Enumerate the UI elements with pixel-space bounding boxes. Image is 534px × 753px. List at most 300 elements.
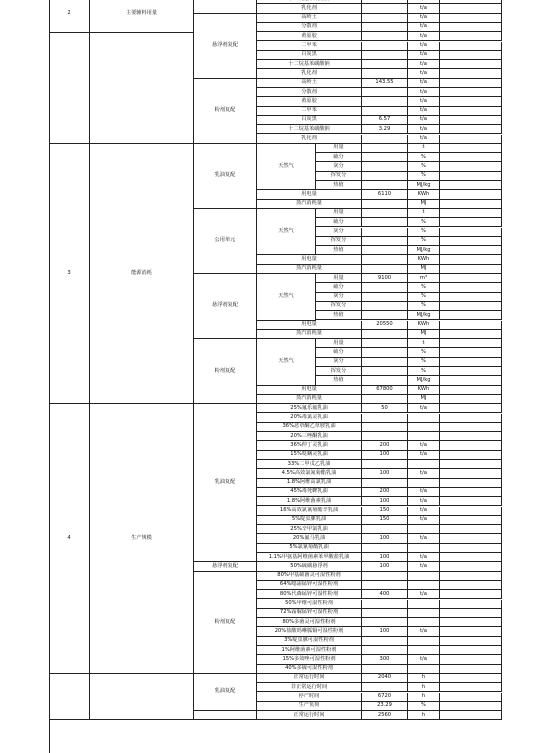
row-item-unit: t/a	[408, 32, 440, 41]
row-item-value	[362, 4, 408, 13]
row-item-name: 用电量	[257, 255, 362, 264]
row-remark	[440, 618, 502, 627]
row-item-value	[362, 600, 408, 609]
row-item-unit	[408, 618, 440, 627]
row-item-value: 2560	[362, 711, 408, 720]
row-item-unit: %	[408, 702, 440, 711]
row-item-unit: t/a	[408, 107, 440, 116]
gas-parameter-unit: %	[408, 367, 440, 376]
row-item-name: 40%多硫可湿性粉剂	[257, 665, 362, 674]
row-remark	[440, 572, 502, 581]
row-remark	[440, 60, 502, 69]
row-item-unit: t/a	[408, 97, 440, 106]
group-label-blank	[194, 0, 257, 14]
row-item-name: 乳化剂	[257, 4, 362, 13]
row-remark	[440, 674, 502, 683]
row-remark	[440, 79, 502, 88]
row-item-value: 300	[362, 655, 408, 664]
row-item-name: 1.8%阿维菌素乳油	[257, 497, 362, 506]
row-item-value: 100	[362, 553, 408, 562]
gas-parameter-unit: MJ/kg	[408, 246, 440, 255]
gas-parameter-unit: t	[408, 144, 440, 153]
row-item-unit	[408, 479, 440, 488]
row-item-value	[362, 265, 408, 274]
group-label: 悬浮剂复配	[194, 14, 257, 79]
row-item-name: 蒸汽消耗量	[257, 265, 362, 274]
row-item-unit: t/a	[408, 534, 440, 543]
row-remark	[440, 600, 502, 609]
row-remark	[440, 339, 502, 348]
gas-parameter-value: 9100	[362, 274, 408, 283]
row-item-unit	[408, 414, 440, 423]
gas-parameter-name: 挥发分	[316, 302, 362, 311]
row-remark	[440, 432, 502, 441]
row-remark	[440, 441, 502, 450]
row-item-unit: t/a	[408, 4, 440, 13]
row-item-name: 5%氯氰菊酯乳油	[257, 544, 362, 553]
row-remark	[440, 479, 502, 488]
row-item-name: 25%辛甲氯乳油	[257, 525, 362, 534]
gas-parameter-name: 热值	[316, 246, 362, 255]
row-remark	[440, 460, 502, 469]
row-item-value	[362, 423, 408, 432]
row-remark	[440, 4, 502, 13]
gas-parameter-name: 挥发分	[316, 237, 362, 246]
row-item-unit	[408, 646, 440, 655]
gas-parameter-name: 用量	[316, 209, 362, 218]
gas-parameter-unit: %	[408, 283, 440, 292]
row-remark	[440, 321, 502, 330]
row-remark	[440, 51, 502, 60]
row-item-name: 黄原胶	[257, 32, 362, 41]
row-item-value: 100	[362, 469, 408, 478]
row-item-value	[362, 609, 408, 618]
row-item-unit	[408, 609, 440, 618]
row-remark	[440, 553, 502, 562]
row-item-name: 15%多效唑可湿性粉剂	[257, 655, 362, 664]
row-item-unit: t/a	[408, 14, 440, 23]
row-item-name: 80%甲基硫菌灵可湿性粉剂	[257, 572, 362, 581]
row-remark	[440, 125, 502, 134]
row-item-name: 20%氟马乳油	[257, 534, 362, 543]
natural-gas-label: 天然气	[257, 274, 316, 321]
gas-parameter-unit: t	[408, 339, 440, 348]
natural-gas-label: 天然气	[257, 144, 316, 191]
row-item-unit: t/a	[408, 553, 440, 562]
row-item-value	[362, 200, 408, 209]
row-item-name: 1.1%甲氨基阿维菌素苯甲酸盐乳油	[257, 553, 362, 562]
row-remark	[440, 469, 502, 478]
row-item-value: 100	[362, 562, 408, 571]
row-remark	[440, 255, 502, 264]
row-item-unit: t/a	[408, 60, 440, 69]
row-item-unit: t/a	[408, 590, 440, 599]
row-item-unit: MJ	[408, 330, 440, 339]
operation-group-label	[194, 711, 257, 720]
gas-parameter-unit: %	[408, 293, 440, 302]
row-remark	[440, 711, 502, 720]
row-item-value: 6110	[362, 190, 408, 199]
row-item-name: 二甲苯	[257, 42, 362, 51]
row-item-unit: MJ	[408, 265, 440, 274]
row-item-value	[362, 60, 408, 69]
row-remark	[440, 302, 502, 311]
row-item-value	[362, 255, 408, 264]
row-remark	[440, 265, 502, 274]
row-item-name: 80%多菌灵可湿性粉剂	[257, 618, 362, 627]
row-remark	[440, 23, 502, 32]
row-item-unit	[408, 665, 440, 674]
row-item-name: 用电量	[257, 190, 362, 199]
row-item-value	[362, 618, 408, 627]
row-item-value: 100	[362, 534, 408, 543]
row-item-unit: t/a	[408, 497, 440, 506]
row-item-unit: h	[408, 693, 440, 702]
row-item-name: 20%盐酸吗啉胍铜可湿性粉剂	[257, 627, 362, 636]
row-item-value	[362, 23, 408, 32]
gas-parameter-name: 硫分	[316, 218, 362, 227]
row-item-name: 高岭土	[257, 79, 362, 88]
row-item-name: 用电量	[257, 321, 362, 330]
energy-group-label: 公用单元	[194, 209, 257, 274]
row-remark	[440, 283, 502, 292]
gas-parameter-value	[362, 358, 408, 367]
gas-parameter-name: 用量	[316, 274, 362, 283]
row-item-unit: t/a	[408, 125, 440, 134]
row-item-unit	[408, 525, 440, 534]
row-remark	[440, 386, 502, 395]
row-item-name: 33%二甲戊乙乳油	[257, 460, 362, 469]
row-item-unit	[408, 460, 440, 469]
row-remark	[440, 246, 502, 255]
row-item-value	[362, 460, 408, 469]
row-item-unit: t/a	[408, 42, 440, 51]
row-item-unit: t/a	[408, 516, 440, 525]
gas-parameter-value	[362, 367, 408, 376]
row-item-value	[362, 525, 408, 534]
gas-parameter-name: 用量	[316, 144, 362, 153]
product-group-label: 悬浮剂复配	[194, 562, 257, 571]
row-item-value	[362, 581, 408, 590]
row-item-name: 72%霜脲锰锌可湿性粉剂	[257, 609, 362, 618]
row-remark	[440, 97, 502, 106]
row-remark	[440, 293, 502, 302]
natural-gas-label: 天然气	[257, 209, 316, 256]
row-item-name: 乳化剂	[257, 69, 362, 78]
row-item-value: 3.29	[362, 125, 408, 134]
row-remark	[440, 497, 502, 506]
row-item-value: 100	[362, 451, 408, 460]
row-item-value	[362, 51, 408, 60]
row-remark	[440, 218, 502, 227]
energy-group-label: 悬浮剂复配	[194, 274, 257, 339]
row-remark	[440, 228, 502, 237]
row-remark	[440, 358, 502, 367]
row-item-value: 50	[362, 404, 408, 413]
gas-parameter-value	[362, 348, 408, 357]
row-item-name: 16%高效氯氰菊酯辛乳油	[257, 507, 362, 516]
gas-parameter-unit: %	[408, 348, 440, 357]
row-item-unit	[408, 637, 440, 646]
energy-group-label: 乳油复配	[194, 144, 257, 209]
row-remark	[440, 702, 502, 711]
row-remark	[440, 609, 502, 618]
row-item-unit	[408, 581, 440, 590]
row-remark	[440, 200, 502, 209]
row-remark	[440, 376, 502, 385]
row-remark	[440, 507, 502, 516]
row-item-name: 分散剂	[257, 23, 362, 32]
row-item-value: 23.29	[362, 702, 408, 711]
row-remark	[440, 525, 502, 534]
gas-parameter-name: 热值	[316, 181, 362, 190]
row-item-unit: t/a	[408, 507, 440, 516]
row-item-unit: t/a	[408, 404, 440, 413]
gas-parameter-value	[362, 311, 408, 320]
row-remark	[440, 646, 502, 655]
row-item-name: 36%仲丁灵乳油	[257, 441, 362, 450]
row-remark	[440, 404, 502, 413]
gas-parameter-name: 灰分	[316, 293, 362, 302]
row-item-name: 20%毒氯灵乳油	[257, 414, 362, 423]
row-item-unit: t/a	[408, 655, 440, 664]
row-item-value: 100	[362, 627, 408, 636]
gas-parameter-unit: m³	[408, 274, 440, 283]
gas-parameter-value	[362, 302, 408, 311]
group-label: 粉剂复配	[194, 79, 257, 144]
row-item-name: 生产负荷	[257, 702, 362, 711]
row-remark	[440, 190, 502, 199]
gas-parameter-unit: MJ/kg	[408, 311, 440, 320]
section-number: 4	[49, 404, 90, 674]
section-category: 能源消耗	[90, 144, 194, 404]
row-remark	[440, 423, 502, 432]
row-item-name: 蒸汽消耗量	[257, 395, 362, 404]
section-category: 生产规模	[90, 404, 194, 674]
row-item-unit: t/a	[408, 469, 440, 478]
gas-parameter-name: 灰分	[316, 358, 362, 367]
row-remark	[440, 488, 502, 497]
row-remark	[440, 237, 502, 246]
row-item-unit: MJ	[408, 200, 440, 209]
section-category: 主要辅料用量	[90, 0, 194, 33]
row-item-unit: MJ	[408, 395, 440, 404]
gas-parameter-value	[362, 172, 408, 181]
row-item-unit: KWh	[408, 190, 440, 199]
gas-parameter-name: 热值	[316, 376, 362, 385]
row-item-unit: KWh	[408, 386, 440, 395]
row-item-name: 3%啶虫脒可湿性粉剂	[257, 637, 362, 646]
gas-parameter-name: 灰分	[316, 162, 362, 171]
gas-parameter-value	[362, 246, 408, 255]
gas-parameter-name: 硫分	[316, 283, 362, 292]
row-item-name: 45%毒死蜱乳油	[257, 488, 362, 497]
row-item-value: 200	[362, 488, 408, 497]
row-item-value	[362, 88, 408, 97]
row-remark	[440, 590, 502, 599]
row-item-name: 1.8%阿维高氯乳油	[257, 479, 362, 488]
row-remark	[440, 655, 502, 664]
row-remark	[440, 162, 502, 171]
row-item-value	[362, 42, 408, 51]
row-item-name: 分散剂	[257, 88, 362, 97]
row-item-name: 正常运行时间	[257, 674, 362, 683]
energy-group-label: 粉剂复配	[194, 339, 257, 404]
row-item-value	[362, 646, 408, 655]
row-item-unit: t/a	[408, 69, 440, 78]
row-remark	[440, 637, 502, 646]
row-item-value	[362, 107, 408, 116]
row-item-name: 乳化剂	[257, 135, 362, 144]
row-item-value: 100	[362, 497, 408, 506]
row-remark	[440, 544, 502, 553]
row-remark	[440, 135, 502, 144]
row-item-name: 50%甲维可湿性粉剂	[257, 600, 362, 609]
row-item-value	[362, 395, 408, 404]
row-remark	[440, 116, 502, 125]
row-item-name: 用电量	[257, 386, 362, 395]
gas-parameter-name: 用量	[316, 339, 362, 348]
section-number-blank	[49, 674, 90, 721]
row-remark	[440, 172, 502, 181]
row-item-unit	[408, 572, 440, 581]
row-item-unit: h	[408, 674, 440, 683]
row-item-unit: t/a	[408, 23, 440, 32]
row-item-value	[362, 637, 408, 646]
row-item-name: 4.5%高效氯氰菊酯乳油	[257, 469, 362, 478]
row-item-unit: t/a	[408, 441, 440, 450]
product-group-label: 粉剂复配	[194, 572, 257, 674]
section-number: 2	[49, 0, 90, 33]
row-item-name: 蒸汽消耗量	[257, 330, 362, 339]
gas-parameter-value	[362, 283, 408, 292]
row-remark	[440, 414, 502, 423]
gas-parameter-value	[362, 237, 408, 246]
gas-parameter-value	[362, 228, 408, 237]
row-item-value	[362, 572, 408, 581]
row-item-name: 黄原胶	[257, 97, 362, 106]
row-remark	[440, 693, 502, 702]
section-number-blank	[49, 33, 90, 144]
row-item-name: 十二烷基苯磺酸钠	[257, 60, 362, 69]
row-item-name: 白炭黑	[257, 51, 362, 60]
row-item-unit	[408, 600, 440, 609]
row-item-value	[362, 414, 408, 423]
row-item-name: 1%阿维菌素可湿性粉剂	[257, 646, 362, 655]
row-item-value: 150	[362, 516, 408, 525]
row-item-value	[362, 479, 408, 488]
row-item-name: 36%恶草酮乙草胺乳油	[257, 423, 362, 432]
row-item-unit: h	[408, 683, 440, 692]
row-remark	[440, 181, 502, 190]
gas-parameter-value	[362, 339, 408, 348]
row-item-value: 6.57	[362, 116, 408, 125]
product-group-label: 乳油复配	[194, 404, 257, 562]
row-remark	[440, 348, 502, 357]
row-remark	[440, 209, 502, 218]
row-item-value	[362, 432, 408, 441]
row-item-unit: t/a	[408, 562, 440, 571]
row-item-name: 25%氟乐氟乳油	[257, 404, 362, 413]
row-item-value: 67800	[362, 386, 408, 395]
gas-parameter-unit: MJ/kg	[408, 376, 440, 385]
gas-parameter-unit: MJ/kg	[408, 181, 440, 190]
row-remark	[440, 627, 502, 636]
row-item-name: 白炭黑	[257, 116, 362, 125]
gas-parameter-value	[362, 218, 408, 227]
row-item-name: 高岭土	[257, 14, 362, 23]
row-item-value: 6720	[362, 693, 408, 702]
row-item-name: 二甲苯	[257, 107, 362, 116]
row-remark	[440, 42, 502, 51]
row-remark	[440, 107, 502, 116]
row-item-value: 200	[362, 441, 408, 450]
row-item-name: 50%硫磺悬浮剂	[257, 562, 362, 571]
row-item-value	[362, 135, 408, 144]
row-remark	[440, 451, 502, 460]
row-item-value	[362, 683, 408, 692]
row-item-name: 64%噁霜锰锌可湿性粉剂	[257, 581, 362, 590]
row-item-name: 正常运行时间	[257, 711, 362, 720]
row-item-unit: t/a	[408, 135, 440, 144]
row-item-value	[362, 544, 408, 553]
row-item-name: 15%哒螨灵乳油	[257, 451, 362, 460]
row-item-name: 十二烷基苯磺酸钠	[257, 125, 362, 134]
gas-parameter-unit: %	[408, 302, 440, 311]
row-remark	[440, 367, 502, 376]
row-item-value: 150	[362, 507, 408, 516]
row-item-name: 5%啶虫脒乳油	[257, 516, 362, 525]
gas-parameter-unit: t	[408, 209, 440, 218]
row-item-value	[362, 330, 408, 339]
row-item-value	[362, 665, 408, 674]
row-item-name: 蒸汽消耗量	[257, 200, 362, 209]
section-category-blank	[90, 33, 194, 144]
row-item-value: 20550	[362, 321, 408, 330]
row-item-unit: t/a	[408, 79, 440, 88]
row-remark	[440, 395, 502, 404]
row-remark	[440, 32, 502, 41]
row-item-name: 20%三唑酮乳油	[257, 432, 362, 441]
row-remark	[440, 311, 502, 320]
gas-parameter-unit: %	[408, 237, 440, 246]
row-item-unit: KWh	[408, 255, 440, 264]
row-item-unit: t/a	[408, 116, 440, 125]
row-item-unit	[408, 432, 440, 441]
row-item-unit: KWh	[408, 321, 440, 330]
row-item-name: 非正常运行时间	[257, 683, 362, 692]
row-item-value	[362, 14, 408, 23]
row-item-value	[362, 97, 408, 106]
row-remark	[440, 14, 502, 23]
gas-parameter-value	[362, 144, 408, 153]
gas-parameter-name: 灰分	[316, 228, 362, 237]
gas-parameter-unit: %	[408, 153, 440, 162]
row-item-name: 停产时间	[257, 693, 362, 702]
gas-parameter-value	[362, 181, 408, 190]
row-remark	[440, 144, 502, 153]
gas-parameter-unit: %	[408, 162, 440, 171]
gas-parameter-value	[362, 162, 408, 171]
row-remark	[440, 516, 502, 525]
gas-parameter-name: 挥发分	[316, 367, 362, 376]
row-remark	[440, 581, 502, 590]
gas-parameter-value	[362, 376, 408, 385]
row-remark	[440, 88, 502, 97]
gas-parameter-unit: %	[408, 218, 440, 227]
row-item-unit: t/a	[408, 488, 440, 497]
section-category-blank	[90, 674, 194, 721]
